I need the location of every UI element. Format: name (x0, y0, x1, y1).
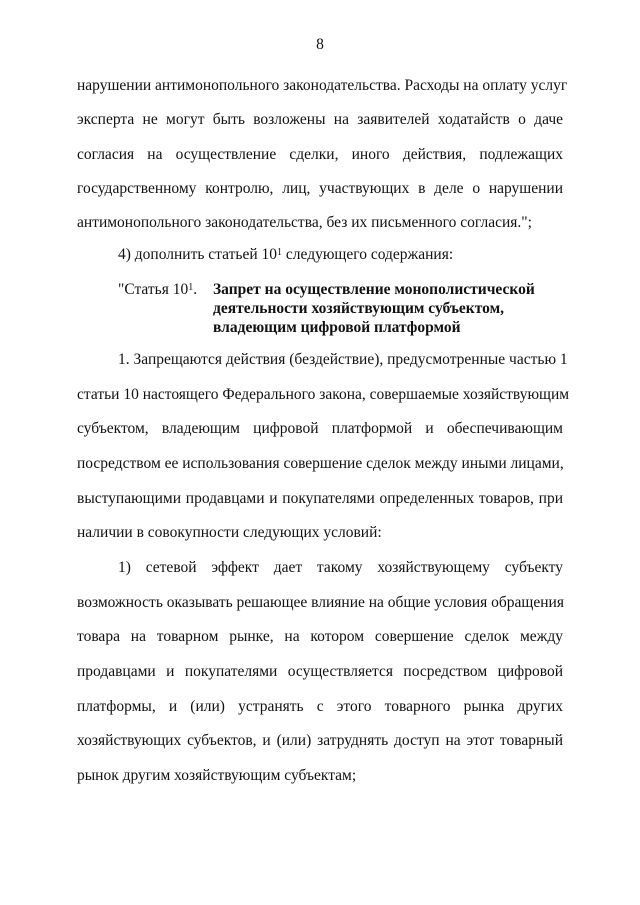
intro-line-4: государственному контролю, лиц, участвующих в деле о нарушении (77, 180, 563, 197)
paragraph-1-line-5: выступающими продавцами и покупателями определенных товаров, при (77, 490, 563, 507)
article-title (213, 280, 563, 337)
article-label-prefix: "Статья 10 (118, 281, 189, 298)
condition-1-line-3: товара на товарном рынке, на котором совершение сделок между (77, 628, 563, 645)
intro-line-3: согласия на осуществление сделки, иного действия, подлежащих (77, 146, 563, 163)
article-title-line-2: деятельности хозяйствующим субъектом, (213, 300, 505, 317)
condition-1-line-2: возможность оказывать решающее влияние на общие условия обращения (77, 594, 564, 611)
article-label (118, 280, 197, 300)
condition-1-line-6: хозяйствующих субъектов, и (или) затруднять доступ на этот товарный (77, 732, 563, 749)
article-title-line-1: Запрет на осуществление монополистической (213, 281, 535, 298)
item-4-text: 4) дополнить статьей 10 (118, 246, 278, 263)
paragraph-1-line-6: наличии в совокупности следующих условий: (77, 524, 382, 541)
intro-line-5: антимонопольного законодательства, без их письменного согласия."; (77, 214, 532, 231)
article-title-line-3: владеющим цифровой платформой (213, 319, 461, 336)
intro-line-2: эксперта не могут быть возложены на заявителей ходатайств о даче (77, 111, 563, 128)
item-4-superscript: 1 (277, 247, 283, 258)
article-label-superscript: 1 (188, 282, 194, 293)
condition-1-line-5: платформы, и (или) устранять с этого товарного рынка других (77, 698, 563, 715)
condition-1-line-7: рынок другим хозяйствующим субъектам; (77, 767, 357, 784)
condition-1-line-1: 1) сетевой эффект дает такому хозяйствующему субъекту (118, 559, 563, 576)
paragraph-1-line-2: статьи 10 настоящего Федерального закона, совершаемые хозяйствующим (77, 386, 570, 403)
item-4-line (118, 245, 563, 265)
intro-line-1: нарушении антимонопольного законодательства. Расходы на оплату услуг (77, 77, 568, 94)
condition-1-line-4: продавцами и покупателями осуществляется посредством цифровой (77, 663, 563, 680)
article-label-suffix: . (193, 281, 198, 298)
paragraph-1-line-4: посредством ее использования совершение сделок между иными лицами, (77, 455, 564, 472)
paragraph-1-line-3: субъектом, владеющим цифровой платформой и обеспечивающим (77, 420, 563, 437)
item-4-text-after: следующего содержания: (282, 246, 454, 263)
page-number: 8 (316, 36, 324, 53)
paragraph-1-line-1: 1. Запрещаются действия (бездействие), предусмотренные частью 1 (118, 351, 568, 368)
